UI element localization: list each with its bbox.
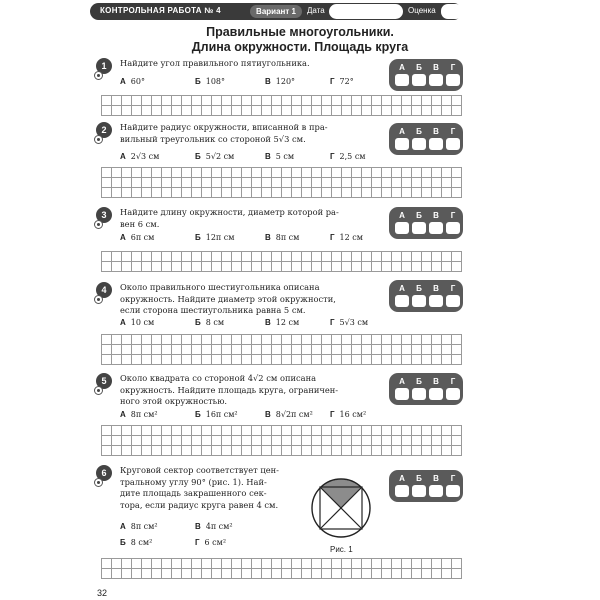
work-grid-5[interactable]: [101, 425, 462, 456]
q3-option-g[interactable]: Г 12 см: [330, 233, 363, 242]
answer-box-2: А Б В Г: [389, 123, 463, 155]
question-5-text: Около квадрата со стороной 4√2 см описана окружность. Найдите площадь круга, ограничен- ного этой окружностью.: [120, 373, 339, 407]
answer-box-1: А Б В Г: [389, 59, 463, 91]
answer-cell[interactable]: [429, 295, 443, 307]
q2-option-a[interactable]: А 2√3 см: [120, 152, 160, 161]
question-marker-4: [94, 295, 103, 304]
answer-cell[interactable]: [412, 295, 426, 307]
work-title: КОНТРОЛЬНАЯ РАБОТА № 4: [100, 6, 221, 15]
q2-option-b[interactable]: Б 5√2 см: [195, 152, 235, 161]
work-grid-2[interactable]: [101, 167, 462, 198]
q3-option-v[interactable]: В 8π см: [265, 233, 300, 242]
question-marker-6: [94, 478, 103, 487]
q5-option-b[interactable]: Б 16π см²: [195, 410, 238, 419]
q1-option-g[interactable]: Г 72°: [330, 77, 354, 86]
question-number-3: 3: [96, 207, 112, 223]
answer-cell[interactable]: [395, 138, 409, 150]
question-1-text: Найдите угол правильного пятиугольника.: [120, 58, 310, 68]
page-number: 32: [97, 588, 108, 598]
question-marker-3: [94, 220, 103, 229]
answer-box-5: А Б В Г: [389, 373, 463, 405]
q6-option-b[interactable]: Б 8 см²: [120, 538, 153, 547]
work-grid-3[interactable]: [101, 251, 462, 272]
answer-box-4: А Б В Г: [389, 280, 463, 312]
figure-caption: Рис. 1: [330, 545, 353, 554]
grade-field[interactable]: [441, 4, 463, 19]
page-title-line1: Правильные многоугольники.: [206, 25, 394, 39]
q6-option-a[interactable]: А 8π см²: [120, 522, 158, 531]
question-number-6: 6: [96, 465, 112, 481]
answer-cell[interactable]: [429, 222, 443, 234]
question-4-text: Около правильного шестиугольника описана окружность. Найдите диаметр этой окружности, если сторона шестиугольника равна 5 см.: [120, 282, 336, 316]
question-number-2: 2: [96, 122, 112, 138]
date-field[interactable]: [329, 4, 403, 19]
work-grid-4[interactable]: [101, 334, 462, 365]
answer-cell[interactable]: [446, 222, 460, 234]
question-2-text: Найдите радиус окружности, вписанной в пра- вильный треугольник со стороной 5√3 см.: [120, 122, 328, 144]
q6-option-v[interactable]: В 4π см²: [195, 522, 233, 531]
answer-cell[interactable]: [446, 138, 460, 150]
answer-cell[interactable]: [412, 485, 426, 497]
answer-cell[interactable]: [395, 222, 409, 234]
q3-option-b[interactable]: Б 12π см: [195, 233, 235, 242]
page-title-line2: Длина окружности. Площадь круга: [191, 40, 409, 54]
answer-cell[interactable]: [395, 74, 409, 86]
answer-cell[interactable]: [429, 388, 443, 400]
answer-cell[interactable]: [446, 295, 460, 307]
q6-option-g[interactable]: Г 6 см²: [195, 538, 227, 547]
question-marker-1: [94, 71, 103, 80]
answer-cell[interactable]: [412, 222, 426, 234]
answer-cell[interactable]: [429, 74, 443, 86]
answer-cell[interactable]: [395, 485, 409, 497]
q4-option-b[interactable]: Б 8 см: [195, 318, 225, 327]
question-3-text: Найдите длину окружности, диаметр которой ра- вен 6 см.: [120, 207, 339, 229]
answer-box-6: А Б В Г: [389, 470, 463, 502]
answer-cell[interactable]: [429, 138, 443, 150]
q5-option-v[interactable]: В 8√2π см²: [265, 410, 313, 419]
question-number-1: 1: [96, 58, 112, 74]
q4-option-v[interactable]: В 12 см: [265, 318, 300, 327]
q5-option-a[interactable]: А 8π см²: [120, 410, 158, 419]
grade-label: Оценка: [408, 6, 436, 15]
answer-cell[interactable]: [446, 485, 460, 497]
question-6-text: Круговой сектор соответствует цен- тральному углу 90° (рис. 1). Най- дите площадь закрашенного сек- тора, если радиус круга равен 4 см.: [120, 465, 279, 510]
answer-box-3: А Б В Г: [389, 207, 463, 239]
answer-cell[interactable]: [446, 388, 460, 400]
question-marker-2: [94, 135, 103, 144]
question-number-5: 5: [96, 373, 112, 389]
q2-option-g[interactable]: Г 2,5 см: [330, 152, 366, 161]
date-label: Дата: [307, 6, 325, 15]
q1-option-b[interactable]: Б 108°: [195, 77, 226, 86]
answer-cell[interactable]: [412, 388, 426, 400]
answer-cell[interactable]: [412, 138, 426, 150]
answer-cell[interactable]: [446, 74, 460, 86]
variant-badge: Вариант 1: [250, 5, 302, 18]
q4-option-g[interactable]: Г 5√3 см: [330, 318, 369, 327]
answer-cell[interactable]: [395, 295, 409, 307]
question-number-4: 4: [96, 282, 112, 298]
circle-sector-figure: [303, 470, 379, 546]
q4-option-a[interactable]: А 10 см: [120, 318, 155, 327]
q5-option-g[interactable]: Г 16 см²: [330, 410, 367, 419]
q1-option-v[interactable]: В 120°: [265, 77, 296, 86]
question-marker-5: [94, 386, 103, 395]
q1-option-a[interactable]: А 60°: [120, 77, 145, 86]
q3-option-a[interactable]: А 6π см: [120, 233, 155, 242]
work-grid-6[interactable]: [101, 558, 462, 579]
work-grid-1[interactable]: [101, 95, 462, 116]
answer-cell[interactable]: [395, 388, 409, 400]
answer-cell[interactable]: [429, 485, 443, 497]
q2-option-v[interactable]: В 5 см: [265, 152, 295, 161]
answer-cell[interactable]: [412, 74, 426, 86]
